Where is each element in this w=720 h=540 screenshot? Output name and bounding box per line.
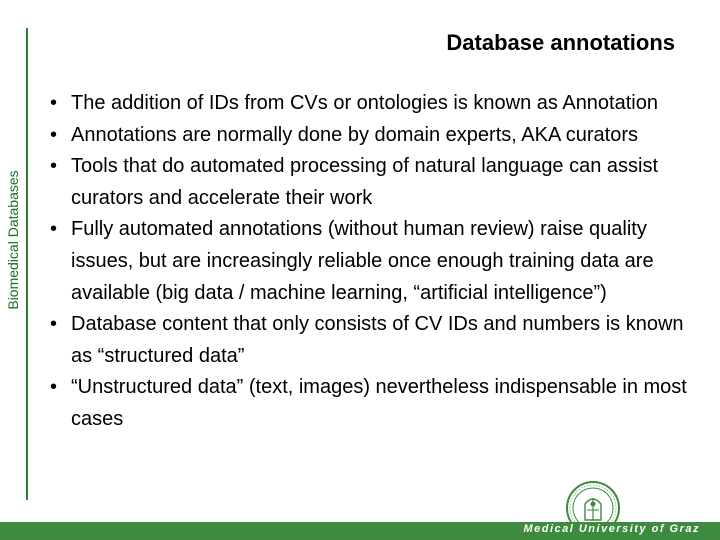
sidebar-divider (26, 28, 28, 500)
slide-title: Database annotations (446, 30, 675, 55)
bullet-item: • Tools that do automated processing of natural language can assist curators and accelerate their work (48, 151, 688, 214)
bullet-item: • “Unstructured data” (text, images) nevertheless indispensable in most cases (48, 372, 688, 435)
bullet-list (48, 88, 688, 436)
bullet-item: • Annotations are normally done by domain experts, AKA curators (48, 120, 688, 152)
footer-bar (0, 522, 720, 540)
sidebar-label (0, 0, 26, 540)
footer-text: Medical University of Graz (523, 523, 700, 535)
sidebar-label-text: Biomedical Databases (5, 170, 21, 310)
bullet-item: • The addition of IDs from CVs or ontologies is known as Annotation (48, 88, 688, 120)
bullet-item: • Fully automated annotations (without human review) raise quality issues, but are increasingly reliable once enough training data are available (big data / machine learning, “artificial intelligence”) (48, 214, 688, 309)
bullet-item: • Database content that only consists of CV IDs and numbers is known as “structured data” (48, 309, 688, 372)
